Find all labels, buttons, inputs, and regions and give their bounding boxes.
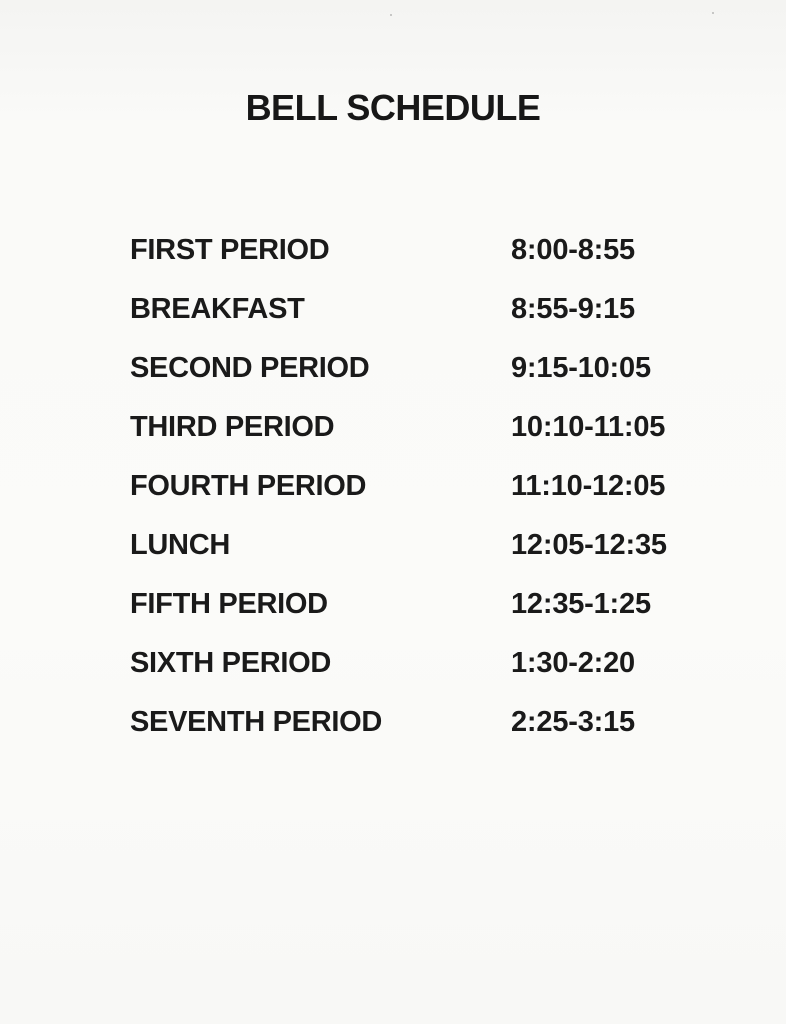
period-time: 12:05-12:35: [511, 529, 667, 561]
page-title: BELL SCHEDULE: [245, 87, 541, 128]
period-name: BREAKFAST: [130, 293, 305, 325]
schedule-row: [130, 522, 730, 581]
period-name: FOURTH PERIOD: [130, 470, 367, 502]
schedule-row: [130, 286, 730, 345]
period-name: FIRST PERIOD: [130, 234, 330, 266]
scan-speck: [712, 12, 714, 14]
schedule-row: [130, 640, 730, 699]
period-time: 2:25-3:15: [511, 706, 635, 738]
schedule-row: [130, 463, 730, 522]
schedule-row: [130, 581, 730, 640]
period-time: 8:55-9:15: [511, 293, 635, 325]
schedule-row: [130, 345, 730, 404]
period-time: 8:00-8:55: [511, 234, 635, 266]
schedule-list: [130, 227, 730, 758]
scan-speck: [390, 14, 392, 16]
schedule-row: [130, 699, 730, 758]
period-name: SEVENTH PERIOD: [130, 706, 383, 738]
period-name: FIFTH PERIOD: [130, 588, 328, 620]
period-time: 10:10-11:05: [511, 411, 666, 443]
period-name: SECOND PERIOD: [130, 352, 370, 384]
schedule-row: [130, 404, 730, 463]
period-time: 11:10-12:05: [511, 470, 666, 502]
period-name: SIXTH PERIOD: [130, 647, 332, 679]
period-name: THIRD PERIOD: [130, 411, 335, 443]
period-time: 12:35-1:25: [511, 588, 651, 620]
period-time: 9:15-10:05: [511, 352, 651, 384]
schedule-row: [130, 227, 730, 286]
period-time: 1:30-2:20: [511, 647, 635, 679]
period-name: LUNCH: [130, 529, 230, 561]
